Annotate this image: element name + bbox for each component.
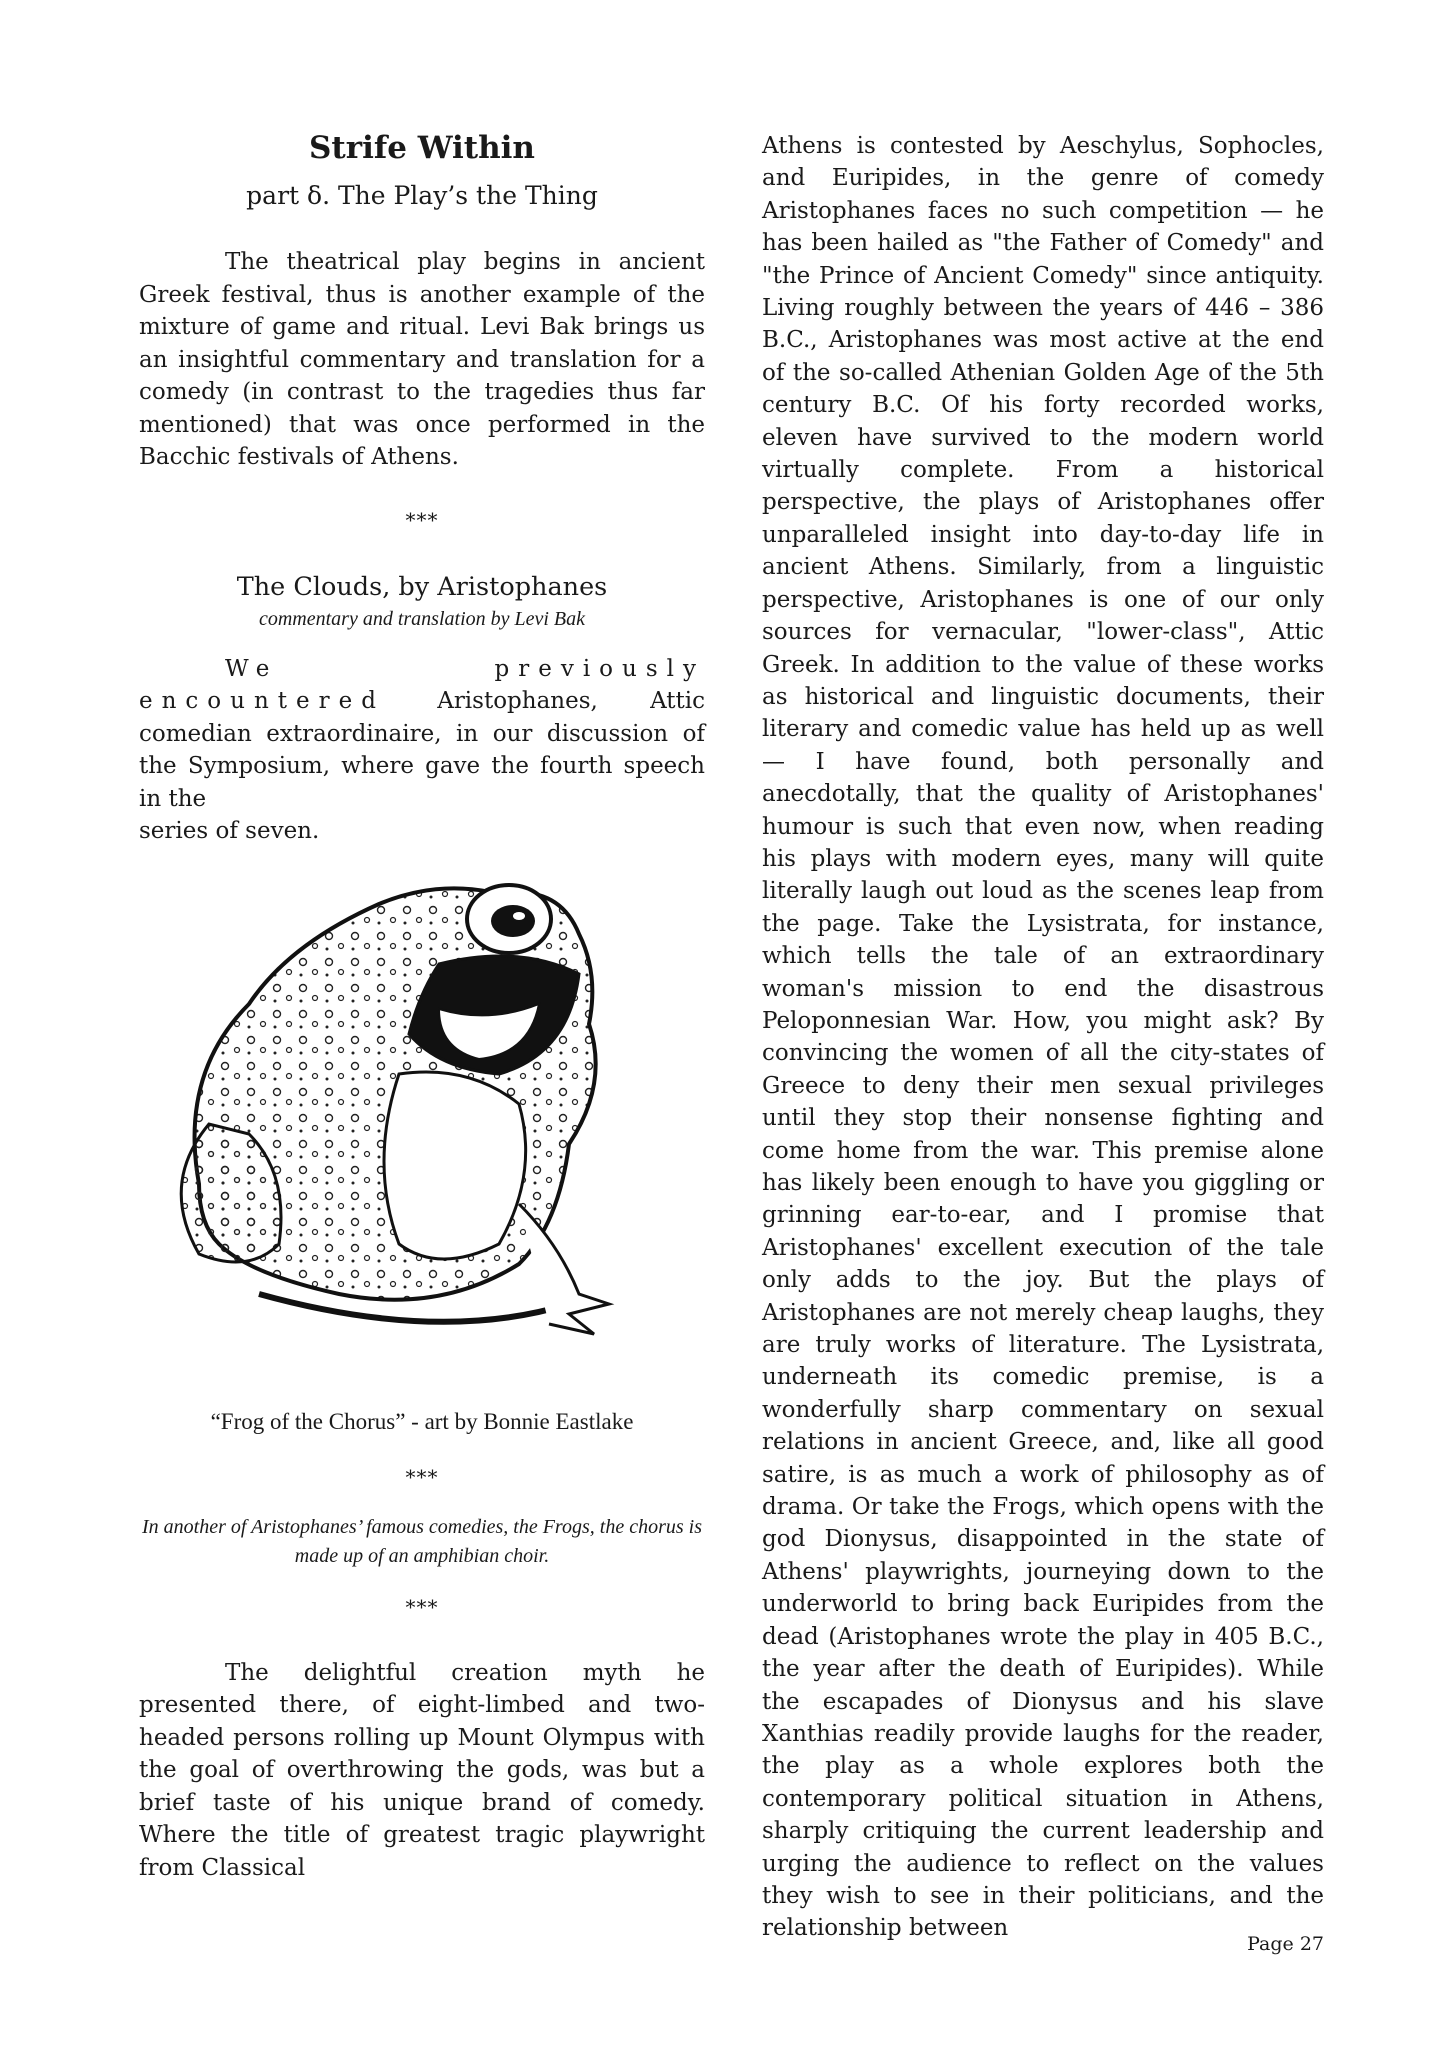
separator: *** <box>405 507 439 532</box>
illustration-note: In another of Aristophanes’ famous comedies, the Frogs, the chorus is made up of an amphibian choir. <box>142 1515 702 1567</box>
section-subtitle: part δ. The Play’s the Thing <box>246 181 598 211</box>
paragraph-2: The delightful creation myth he presented there, of eight-limbed and two-headed persons rolling up Mount Olympus with the goal of overthrowing the gods, was but a brief taste of his unique brand of comedy. Where the title of greatest tragic playwright from Classical <box>139 1659 705 1881</box>
right-column-text: Athens is contested by Aeschylus, Sophocles, and Euripides, in the genre of comedy Aristophanes faces no such competition — he has been hailed as "the Father of Comedy" and "the Prince of Ancient Comedy" since antiquity. Living roughly between the years of 446 – 386 B.C., Aristophanes was most active at the end of the so-called Athenian Golden Age of the 5th century B.C. Of his forty recorded works, eleven have survived to the modern world virtually complete. From a historical perspective, the plays of Aristophanes offer unparalleled insight into day-to-day life in ancient Athens. Similarly, from a linguistic perspective, Aristophanes is one of our only sources for vernacular, "lower-class", Attic Greek. In addition to the value of these works as historical and linguistic documents, their literary and comedic value has held up as well — I have found, both personally and anecdotally, that the quality of Aristophanes' humour is such that even now, when reading his plays with modern eyes, many will quite literally laugh out loud as the scenes leap from the page. Take the Lysistrata, for instance, which tells the tale of an extraordinary woman's mission to end the disastrous Peloponnesian War. How, you might ask? By convincing the women of all the city-states of Greece to deny their men sexual privileges until they stop their nonsense fighting and come home from the war. This premise alone has likely been enough to have you giggling or grinning ear-to-ear, and I promise that Aristophanes' excellent execution of the tale only adds to the joy. But the plays of Aristophanes are not merely cheap laughs, they are truly works of literature. The Lysistrata, underneath its comedic premise, is a wonderfully sharp commentary on sexual relations in ancient Greece, and, like all good satire, is as much a work of philosophy as of drama. Or take the Frogs, which opens with the god Dionysus, disappointed in the state of Athens' playwrights, journeying down to the underworld to bring back Euripides from the dead (Aristophanes wrote the play in 405 B.C., the year after the death of Euripides). While the escapades of Dionysus and his slave Xanthias readily provide laughs for the reader, the play as a whole explores both the contemporary political situation in Athens, sharply critiquing the current leadership and urging the audience to reflect on the values they wish to see in their politicians, and the relationship between <box>762 133 1324 1942</box>
article-title: The Clouds, by Aristophanes <box>236 571 608 602</box>
paragraph-1-end: series of seven. <box>139 818 320 845</box>
paragraph-1-opening: We previously encountered <box>139 655 705 715</box>
article-byline: commentary and translation by Levi Bak <box>258 607 586 630</box>
paragraph-1-body: Aristophanes, Attic comedian extraordinaire, in our discussion of the Symposium, where gave the fourth speech in the <box>139 688 705 812</box>
paragraph-1 <box>139 653 705 816</box>
frog-icon <box>139 824 705 1394</box>
section-title: Strife Within <box>309 130 535 166</box>
illustration-caption: “Frog of the Chorus” - art by Bonnie Eastlake <box>210 1408 634 1434</box>
left-column <box>139 130 705 1884</box>
page-number: Page 27 <box>1247 1933 1324 1955</box>
separator-3: *** <box>405 1594 439 1619</box>
right-column <box>762 130 1324 1945</box>
intro-paragraph: The theatrical play begins in ancient Greek festival, thus is another example of the mixture of game and ritual. Levi Bak brings us an insightful commentary and translation for a comedy (in contrast to the tragedies thus far mentioned) that was once performed in the Bacchic festivals of Athens. <box>139 249 705 471</box>
separator-2: *** <box>405 1464 439 1489</box>
frog-illustration <box>139 854 705 1394</box>
